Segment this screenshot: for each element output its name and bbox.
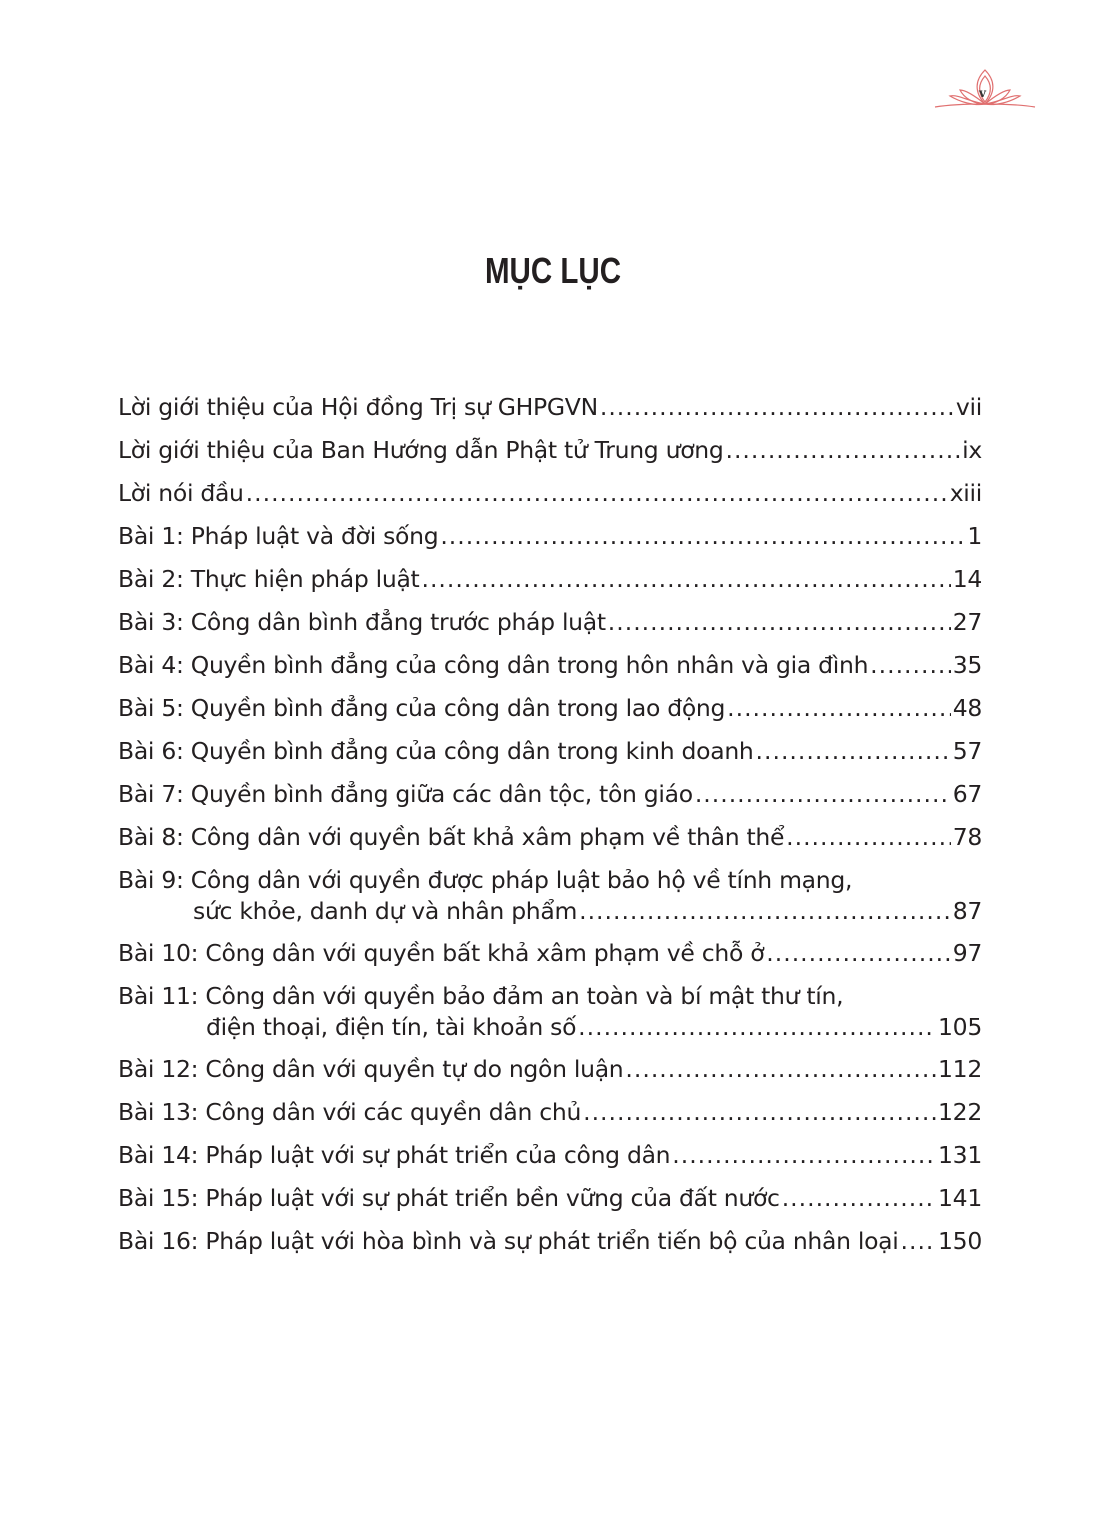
toc-page-number: 97 xyxy=(952,939,982,967)
toc-page-number: 112 xyxy=(938,1055,982,1083)
toc-entry[interactable] xyxy=(118,1177,982,1220)
toc-page-number: 14 xyxy=(952,565,982,593)
toc-entry-label: Bài 6: Quyền bình đẳng của công dân trong kinh doanh xyxy=(118,737,754,765)
toc-page-number: 67 xyxy=(952,780,982,808)
toc-entry-label: Bài 8: Công dân với quyền bất khả xâm phạm về thân thể xyxy=(118,823,785,851)
toc-entry[interactable] xyxy=(118,687,982,730)
toc-page-number: 1 xyxy=(967,522,982,550)
dot-leader xyxy=(870,644,951,687)
toc-entry[interactable] xyxy=(118,1048,982,1091)
toc-entry-label: Bài 7: Quyền bình đẳng giữa các dân tộc, tôn giáo xyxy=(118,780,693,808)
dot-leader xyxy=(579,895,951,927)
toc-entry-label: Bài 16: Pháp luật với hòa bình và sự phát triển tiến bộ của nhân loại xyxy=(118,1227,899,1255)
toc-entry[interactable] xyxy=(118,773,982,816)
toc-page-number: 27 xyxy=(952,608,982,636)
toc-page-number: 122 xyxy=(938,1098,982,1126)
toc-page-number: 150 xyxy=(938,1227,982,1255)
toc-entry[interactable] xyxy=(118,429,982,472)
dot-leader xyxy=(625,1048,936,1091)
toc-page-number: 78 xyxy=(952,823,982,851)
dot-leader xyxy=(766,932,950,975)
toc-entry-label: Lời giới thiệu của Hội đồng Trị sự GHPGVN xyxy=(118,393,598,421)
toc-page-number: 48 xyxy=(952,694,982,722)
toc-page-number: 105 xyxy=(938,1013,982,1041)
toc-page-number: 131 xyxy=(938,1141,982,1169)
toc-entry[interactable] xyxy=(118,730,982,773)
toc-entry-label: Bài 13: Công dân với các quyền dân chủ xyxy=(118,1098,582,1126)
toc-entry[interactable] xyxy=(118,1220,982,1263)
toc-page-number: 87 xyxy=(952,897,982,925)
toc-entry[interactable] xyxy=(118,859,982,932)
toc-entry[interactable] xyxy=(118,932,982,975)
toc-entry[interactable] xyxy=(118,644,982,687)
toc-entry-label: Bài 9: Công dân với quyền được pháp luật bảo hộ về tính mạng, xyxy=(118,866,853,894)
dot-leader xyxy=(440,515,965,558)
toc-entry-label: Bài 15: Pháp luật với sự phát triển bền vững của đất nước xyxy=(118,1184,780,1212)
toc-entry-label: Bài 14: Pháp luật với sự phát triển của công dân xyxy=(118,1141,671,1169)
toc-entry[interactable] xyxy=(118,558,982,601)
toc-entry[interactable] xyxy=(118,816,982,859)
dot-leader xyxy=(600,386,954,429)
toc-entry-label: Bài 4: Quyền bình đẳng của công dân trong hôn nhân và gia đình xyxy=(118,651,869,679)
toc-page-number: ix xyxy=(962,436,982,464)
dot-leader xyxy=(608,601,951,644)
toc-entry-label: Bài 1: Pháp luật và đời sống xyxy=(118,522,439,550)
dot-leader xyxy=(695,773,951,816)
page-number: v xyxy=(979,86,986,100)
toc-entry[interactable] xyxy=(118,515,982,558)
toc-entry-label: Bài 11: Công dân với quyền bảo đảm an toàn và bí mật thư tín, xyxy=(118,982,844,1010)
dot-leader xyxy=(421,558,950,601)
toc-page-number: 57 xyxy=(952,737,982,765)
toc-entry-label: Lời nói đầu xyxy=(118,479,244,507)
dot-leader xyxy=(901,1220,937,1263)
page-title: MỤC LỤC xyxy=(484,250,622,291)
table-of-contents xyxy=(118,386,982,1263)
toc-page-number: xiii xyxy=(949,479,982,507)
toc-page-number: vii xyxy=(955,393,982,421)
toc-page-number: 141 xyxy=(938,1184,982,1212)
toc-entry[interactable] xyxy=(118,386,982,429)
dot-leader xyxy=(578,1011,936,1043)
toc-entry-label: Bài 2: Thực hiện pháp luật xyxy=(118,565,420,593)
toc-entry[interactable] xyxy=(118,601,982,644)
toc-page-number: 35 xyxy=(952,651,982,679)
toc-entry-label-cont: điện thoại, điện tín, tài khoản số xyxy=(206,1013,577,1041)
toc-entry-label: Bài 5: Quyền bình đẳng của công dân trong lao động xyxy=(118,694,726,722)
dot-leader xyxy=(782,1177,936,1220)
dot-leader xyxy=(246,472,948,515)
toc-entry-label: Bài 12: Công dân với quyền tự do ngôn luận xyxy=(118,1055,624,1083)
toc-entry[interactable] xyxy=(118,472,982,515)
dot-leader xyxy=(725,429,960,472)
toc-entry[interactable] xyxy=(118,975,982,1048)
dot-leader xyxy=(672,1134,936,1177)
toc-entry-label: Bài 10: Công dân với quyền bất khả xâm phạm về chỗ ở xyxy=(118,939,765,967)
toc-entry-label: Lời giới thiệu của Ban Hướng dẫn Phật tử Trung ương xyxy=(118,436,724,464)
toc-entry-label-cont: sức khỏe, danh dự và nhân phẩm xyxy=(193,897,578,925)
toc-entry[interactable] xyxy=(118,1134,982,1177)
dot-leader xyxy=(756,730,951,773)
dot-leader xyxy=(727,687,951,730)
dot-leader xyxy=(786,816,951,859)
dot-leader xyxy=(583,1091,936,1134)
toc-entry[interactable] xyxy=(118,1091,982,1134)
toc-entry-label: Bài 3: Công dân bình đẳng trước pháp luật xyxy=(118,608,606,636)
